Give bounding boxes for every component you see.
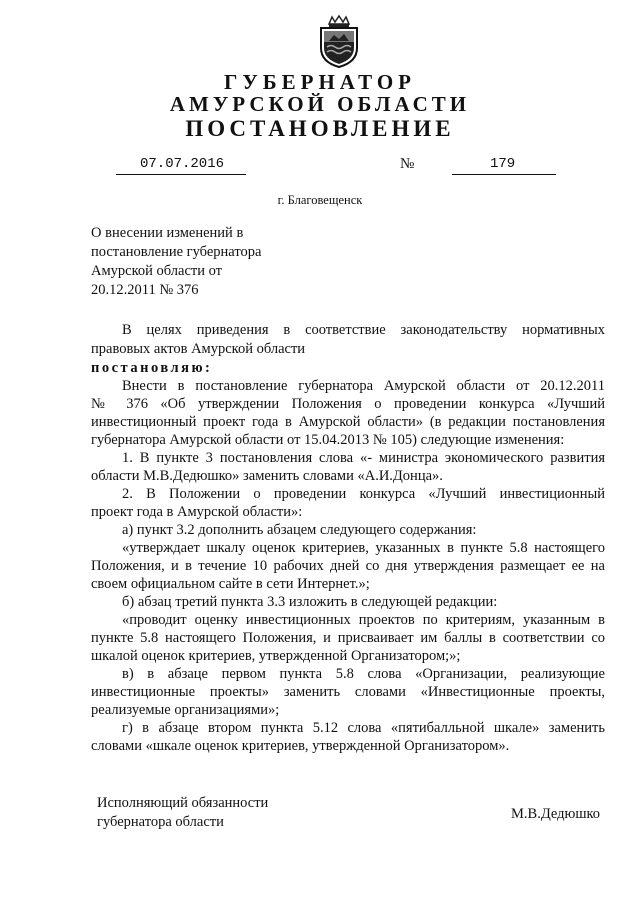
body-line: 1. В пункте 3 постановления слова «- министра экономического развития bbox=[122, 450, 605, 466]
issuer-title: ГУБЕРНАТОР bbox=[223, 70, 417, 94]
body-line: своем официальном сайте в сети Интернет.»; bbox=[91, 576, 370, 592]
signatory-position-line: губернатора области bbox=[97, 814, 224, 830]
signatory-position-line: Исполняющий обязанности bbox=[97, 795, 269, 811]
document-date: 07.07.2016 bbox=[140, 156, 225, 172]
body-line: б) абзац третий пункта 3.3 изложить в следующей редакции: bbox=[122, 594, 498, 610]
body-line: 2. В Положении о проведении конкурса «Лучший инвестиционный bbox=[122, 486, 605, 502]
signatory-position bbox=[97, 794, 268, 832]
subject-line: О внесении изменений в bbox=[91, 225, 244, 241]
document-type-title: ПОСТАНОВЛЕНИЕ bbox=[185, 116, 455, 141]
amur-oblast-coat-of-arms-icon bbox=[315, 14, 363, 68]
body-line: «утверждает шкалу оценок критериев, указанных в пункте 5.8 настоящего bbox=[122, 540, 605, 556]
body-line: В целях приведения в соответствие законодательству нормативных bbox=[122, 322, 605, 338]
subject-line: постановление губернатора bbox=[91, 244, 262, 260]
body-line: реализуемые организациями»; bbox=[91, 702, 280, 718]
issuer-region: АМУРСКОЙ ОБЛАСТИ bbox=[169, 92, 471, 116]
body-line: № 376 «Об утверждении Положения о проведении конкурса «Лучший bbox=[91, 396, 605, 412]
document-number: 179 bbox=[490, 156, 516, 172]
body-line: инвестиционные проекты» заменить словами «Инвестиционные проекты, bbox=[91, 684, 605, 700]
date-underline bbox=[116, 174, 246, 175]
body-line: инвестиционный проект года в Амурской области» (в редакции постановления bbox=[91, 414, 605, 430]
body-line: пункте 5.8 настоящего Положения, и присваивает им баллы в соответствии со bbox=[91, 630, 605, 646]
decree-word: постановляю: bbox=[91, 360, 213, 376]
body-line: Положения, и в течение 10 рабочих дней со дня утверждения размещает ее на bbox=[91, 558, 605, 574]
body-line: области М.В.Дедюшко» заменить словами «А.И.Донца». bbox=[91, 468, 443, 484]
document-subject bbox=[91, 224, 261, 300]
body-line: шкалой оценок критериев, утвержденной Организатором;»; bbox=[91, 648, 461, 664]
signatory-name: М.В.Дедюшко bbox=[511, 806, 601, 822]
body-line: г) в абзаце втором пункта 5.12 слова «пятибалльной шкале» заменить bbox=[122, 720, 605, 736]
city-of-issue: г. Благовещенск bbox=[277, 193, 363, 207]
body-line: словами «шкале оценок критериев, утвержденной Организатором». bbox=[91, 738, 510, 754]
body-line: «проводит оценку инвестиционных проектов по критериям, указанным в bbox=[122, 612, 605, 628]
body-line: правовых актов Амурской области bbox=[91, 341, 306, 357]
body-line: в) в абзаце первом пункта 5.8 слова «Организации, реализующие bbox=[122, 666, 605, 682]
subject-line: Амурской области от bbox=[91, 263, 223, 279]
body-line: а) пункт 3.2 дополнить абзацем следующего содержания: bbox=[122, 522, 477, 538]
subject-line: 20.12.2011 № 376 bbox=[91, 282, 199, 298]
number-underline bbox=[452, 174, 556, 175]
number-sign: № bbox=[400, 156, 415, 172]
body-line: губернатора Амурской области от 15.04.2013 № 105) следующие изменения: bbox=[91, 432, 565, 448]
body-line: проект года в Амурской области»: bbox=[91, 504, 303, 520]
body-line: Внести в постановление губернатора Амурской области от 20.12.2011 bbox=[122, 378, 605, 394]
